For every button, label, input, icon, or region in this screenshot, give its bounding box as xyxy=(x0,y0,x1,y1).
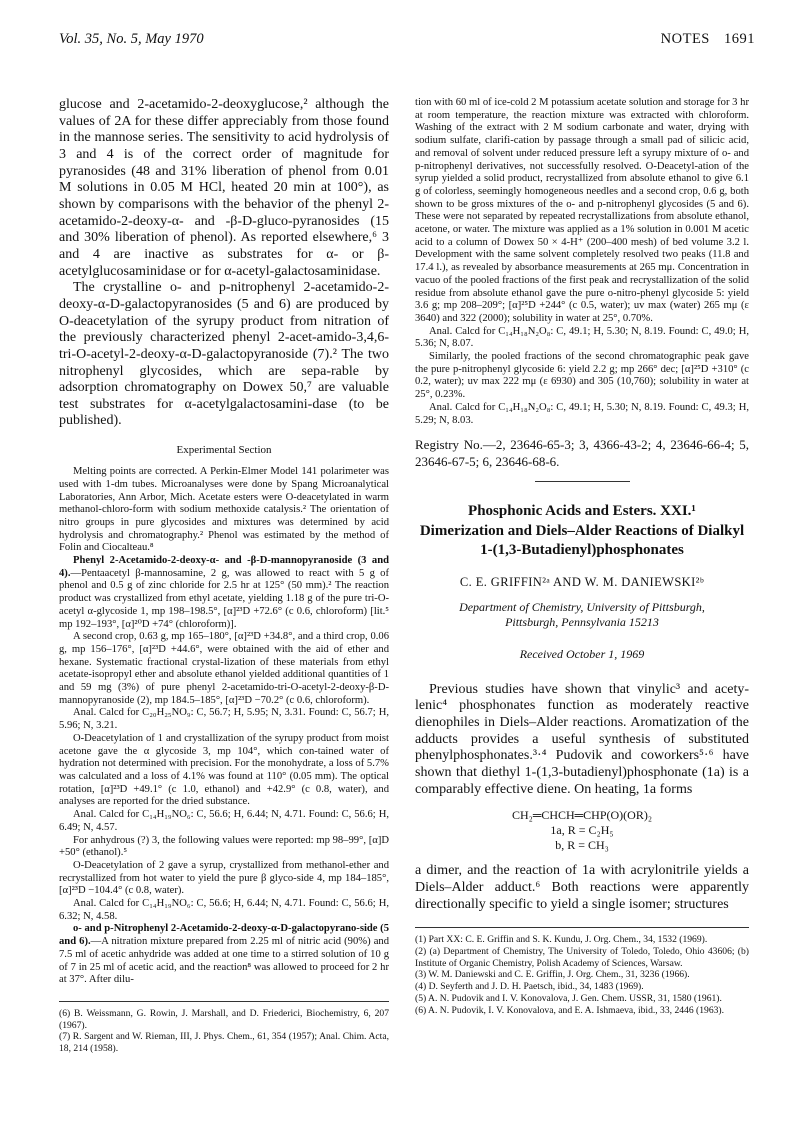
paragraph xyxy=(59,923,389,987)
section-name: NOTES xyxy=(660,31,710,47)
paragraph: O-Deacetylation of 2 gave a syrup, crystallized from methanol-ether and recrystallized from hot water to yield the pure β glyco-side 4, mp 184–185°, [α]²³D −104.4° (c 0.8, water). xyxy=(59,859,389,897)
subsection-heading: o- and p-Nitrophenyl 2-Acetamido-2-deoxy-α-D-galactopyrano-side (5 and 6). xyxy=(59,923,389,948)
paragraph: Previous studies have shown that vinylic³ and acety-lenic⁴ phosphonates function as moderately reactive dienophiles in Diels–Alder reactions. Aromatization of the adducts provides a useful synthesis of substituted phenylphosphonates.³·⁴ Pudovik and coworkers⁵·⁶ have shown that diethyl 1-(1,3-butadienyl)phosphonate (1a) is a comparably effective diene. On heating, 1a forms xyxy=(415,681,749,797)
paragraph: Melting points are corrected. A Perkin-Elmer Model 141 polarimeter was used with 1-dm tubes. Microanalyses were done by Spang Microanalytical Laboratories, Ann Arbor, Mich. Acetate esters were O-deacetylated in warm methanol-chloro-form with sodium methoxide catalysis.² The orientation of nitro groups in pure glycosides and mixtures was determined by acid hydrolysis and chromatography.² Phenol was estimated by the method of Folin and Ciocalteau.⁸ xyxy=(59,466,389,554)
footnote: (3) W. M. Daniewski and C. E. Griffin, J. Org. Chem., 31, 3236 (1966). xyxy=(415,969,690,981)
subsection-heading: Phenyl 2-Acetamido-2-deoxy-α- and -β-D-mannopyranoside (3 and 4). xyxy=(59,555,389,579)
title-line: 1-(1,3-Butadienyl)phosphonates xyxy=(480,542,684,559)
analysis: Anal. Calcd for C₁₄H₁₉NO₆: C, 56.6; H, 6.44; N, 4.71. Found: C, 56.6; H, 6.32; N, 4.58. xyxy=(59,898,389,922)
footnote: (4) D. Seyferth and J. D. H. Paetsch, ibid., 34, 1483 (1969). xyxy=(415,981,644,993)
registry-numbers: Registry No.—2, 23646-65-3; 3, 4366-43-2; 4, 23646-66-4; 5, 23646-67-5; 6, 23646-68-6. xyxy=(415,437,749,470)
article-title xyxy=(415,502,749,561)
running-header-right xyxy=(651,31,755,48)
formula-line: CH₂═CHCH═CHP(O)(OR)₂ xyxy=(511,808,653,823)
right-column xyxy=(415,97,749,1016)
paragraph-text: —Pentaacetyl β-mannosamine, 2 g, was allowed to react with 5 g of phenol and 0.5 g of zinc chloride for 2.5 hr at 125° (50 mm).² The reaction product was crystallized from ethyl acetate, yielding 1.18 g of the pure tri-O-acetyl α-glycoside 1, mp 198–198.5°, [α]²³D +72.6° (c 0.6, chloroform) [lit.⁵ mp 192–193°, [α]²⁰D +74° (chloroform)]. xyxy=(59,567,389,630)
paragraph: A second crop, 0.63 g, mp 165–180°, [α]²³D +34.8°, and a third crop, 0.06 g, mp 156–176°, [α]²³D +44.6°, were obtained with the aid of ether and hexane. Systematic fractional crystal-lization of these materials from ethyl acetate-isopropyl ether and absolute ethanol yielded additional quantities of 1 and 59 mg (3%) of pure phenyl 2-acetamido-tri-O-acetyl-2-deoxy-β-D-mannopyranoside (2), mp 184.5–185°, [α]²³D −70.2° (c 0.6, chloroform). xyxy=(59,631,389,706)
paragraph xyxy=(59,555,389,631)
paragraph: For anhydrous (?) 3, the following values were reported: mp 98–99°, [α]D +50° (ethanol).⁵ xyxy=(59,834,389,859)
affiliation-line: Pittsburgh, Pennsylvania 15213 xyxy=(505,615,659,630)
page-number: 1691 xyxy=(724,31,755,47)
footnote-divider xyxy=(415,927,749,928)
footnote-divider xyxy=(59,1001,389,1002)
paragraph: The crystalline o- and p-nitrophenyl 2-acetamido-2-deoxy-α-D-galactopyranosides (5 and 6) are produced by O-deacetylation of the syrupy product from nitration of the previously characterized phenyl 2-acet-amido-3,4,6-tri-O-acetyl-2-deoxy-α-D-galactopyranoside (7).² The two nitrophenyl glycosides, which are sepa-rable by adsorption chromatography on Dowex 50,⁷ are valuable test substrates for α-acetylgalactosamini-dase (to be published). xyxy=(59,280,389,429)
paragraph: O-Deacetylation of 1 and crystallization of the syrupy product from moist acetone gave the α glycoside 3, mp 104°, which con-tained water of hydration not determined with precision. For the monohydrate, a loss of 5.7% was calculated and a loss of 4.1% was found at 110° (0.05 mm). The optical rotation, [α]²³D +49.1° (c 1.0, ethanol) and +42.9° (c 0.8, water), and analyses are reported for the dried substance. xyxy=(59,732,389,808)
title-line: Phosphonic Acids and Esters. XXI.¹ xyxy=(468,503,696,520)
footnote: (5) A. N. Pudovik and I. V. Konovalova, J. Gen. Chem. USSR, 31, 1580 (1961). xyxy=(415,992,722,1004)
section-heading: Experimental Section xyxy=(176,444,272,457)
title-line: Dimerization and Diels–Alder Reactions of Dialkyl xyxy=(419,522,745,539)
running-header-journal: Vol. 35, No. 5, May 1970 xyxy=(59,31,204,47)
paragraph: a dimer, and the reaction of 1a with acrylonitrile yields a Diels–Alder adduct.⁶ Both reactions were apparently directionally specific to yield a single isomer; structures xyxy=(415,863,749,912)
analysis: Anal. Calcd for C₁₄H₁₈N₂O₈: C, 49.1; H, 5.30; N, 8.19. Found: C, 49.3; H, 5.29; N, 8.03. xyxy=(415,401,749,426)
paragraph: glucose and 2-acetamido-2-deoxyglucose,² although the values of 2A for these differ appreciably from those found in the mannose series. The sensitivity to acid hydrolysis of 3 and 4 is of the correct order of magnitude for pyranosides (48 and 31% liberation of phenol from 0.01 M solutions in 0.05 M HCl, heated 20 min at 100°), as shown by comparisons with the behavior of the phenyl 2-acetamido-2-deoxy-α- and -β-D-gluco-pyranosides (15 and 30% liberation of phenol). As reported elsewhere,⁶ 3 and 4 are inactive as substrates for α- or β-acetylglucosaminidase or for α-acetyl-galactosaminidase. xyxy=(59,97,389,279)
received-date: Received October 1, 1969 xyxy=(519,646,645,661)
paragraph-text: —A nitration mixture prepared from 2.25 ml of nitric acid (90%) and 7.5 ml of acetic anhydride was added at one time to a stirred solution of 10 g of 7 in 25 ml of acetic acid, and the reaction⁸ was allowed to proceed for 2 hr at 37°. After dilu- xyxy=(59,936,389,986)
authors: C. E. GRIFFIN²ᵃ AND W. M. DANIEWSKI²ᵇ xyxy=(459,574,705,589)
footnote: (6) B. Weissmann, G. Rowin, J. Marshall, and D. Friederici, Biochemistry, 6, 207 (1967). xyxy=(59,1007,389,1031)
formula-line: b, R = CH₃ xyxy=(555,838,609,853)
paragraph: Similarly, the pooled fractions of the second chromatographic peak gave the pure p-nitrophenyl glycoside 6: yield 2.2 g; mp 266° dec; [α]²⁵D +310° (c 0.2, water); uv max 222 mμ (ε 6930) and 305 (10,760); solubility in water at 25°, 0.23%. xyxy=(415,351,749,401)
left-column xyxy=(59,97,389,1055)
analysis: Anal. Calcd for C₁₄H₁₉NO₆: C, 56.6; H, 6.44; N, 4.71. Found: C, 56.6; H, 6.49; N, 4.57. xyxy=(59,809,389,833)
footnote: (2) (a) Department of Chemistry, The University of Toledo, Toledo, Ohio 43606; (b) Institute of Organic Chemistry, Polish Academy of Sciences, Warsaw. xyxy=(415,946,749,969)
footnote: (6) A. N. Pudovik, I. V. Konovalova, and E. A. Ishmaeva, ibid., 33, 2446 (1963). xyxy=(415,1004,725,1016)
footnote: (7) R. Sargent and W. Rieman, III, J. Phys. Chem., 61, 354 (1957); Anal. Chim. Acta, 18, 214 (1958). xyxy=(59,1031,389,1055)
paragraph: tion with 60 ml of ice-cold 2 M potassium acetate solution and storage for 3 hr at room temperature, the reaction mixture was extracted with chloroform. Washing of the extract with 2 M sodium carbonate and water, drying with sodium sulfate, clarifi-cation by passage through a small pad of silicic acid, and removal of solvent under reduced pressure left a syrupy mixture of o- and p-nitrophenyl derivatives, not successfully resolved. O-Deacetyl-ation of the syrup yielded a solid product, recrystallized from absolute ethanol to give 6.1 g of colorless, seemingly homogeneous needles and a second crop, 0.6 g, both shown to be gross mixtures of the o- and p-nitrophenyl glycosides (5 and 6). These were not separated by repeated recrystallizations from absolute ethanol, acetone, or water. The mixture was applied as a 1% solution in 0.001 M acetic acid to a column of Dowex 50 × 4-H⁺ (200–400 mesh) of bed volume 3.2 l. Development with the same solvent completely resolved two peaks (11.8 and 17.4 l.), as revealed by absorbance measurements at 265 mμ. Concentration in vacuo of the pooled fractions of the first peak and recrystallization of the solid residue from absolute ethanol gave the pure o-nitro-phenyl glycoside 5: yield 3.6 g; mp 208–209°; [α]²⁵D +244° (c 0.5, water); uv max (water) 265 mμ (ε 3640) and 322 (2000); solubility in water at 25°, 0.70%. xyxy=(415,97,749,324)
article-divider xyxy=(535,481,630,482)
analysis: Anal. Calcd for C₁₄H₁₈N₂O₈: C, 49.1; H, 5.30; N, 8.19. Found: C, 49.0; H, 5.36; N, 8.07. xyxy=(415,325,749,350)
affiliation-line: Department of Chemistry, University of Pittsburgh, xyxy=(459,599,705,614)
chemical-formula xyxy=(415,808,749,853)
analysis: Anal. Calcd for C₂₀H₂₅NO₉: C, 56.7; H, 5.95; N, 3.31. Found: C, 56.7; H, 5.96; N, 3.21. xyxy=(59,707,389,732)
affiliation xyxy=(415,600,749,631)
footnote: (1) Part XX: C. E. Griffin and S. K. Kundu, J. Org. Chem., 34, 1532 (1969). xyxy=(415,934,708,946)
formula-line: 1a, R = C₂H₅ xyxy=(550,823,614,838)
